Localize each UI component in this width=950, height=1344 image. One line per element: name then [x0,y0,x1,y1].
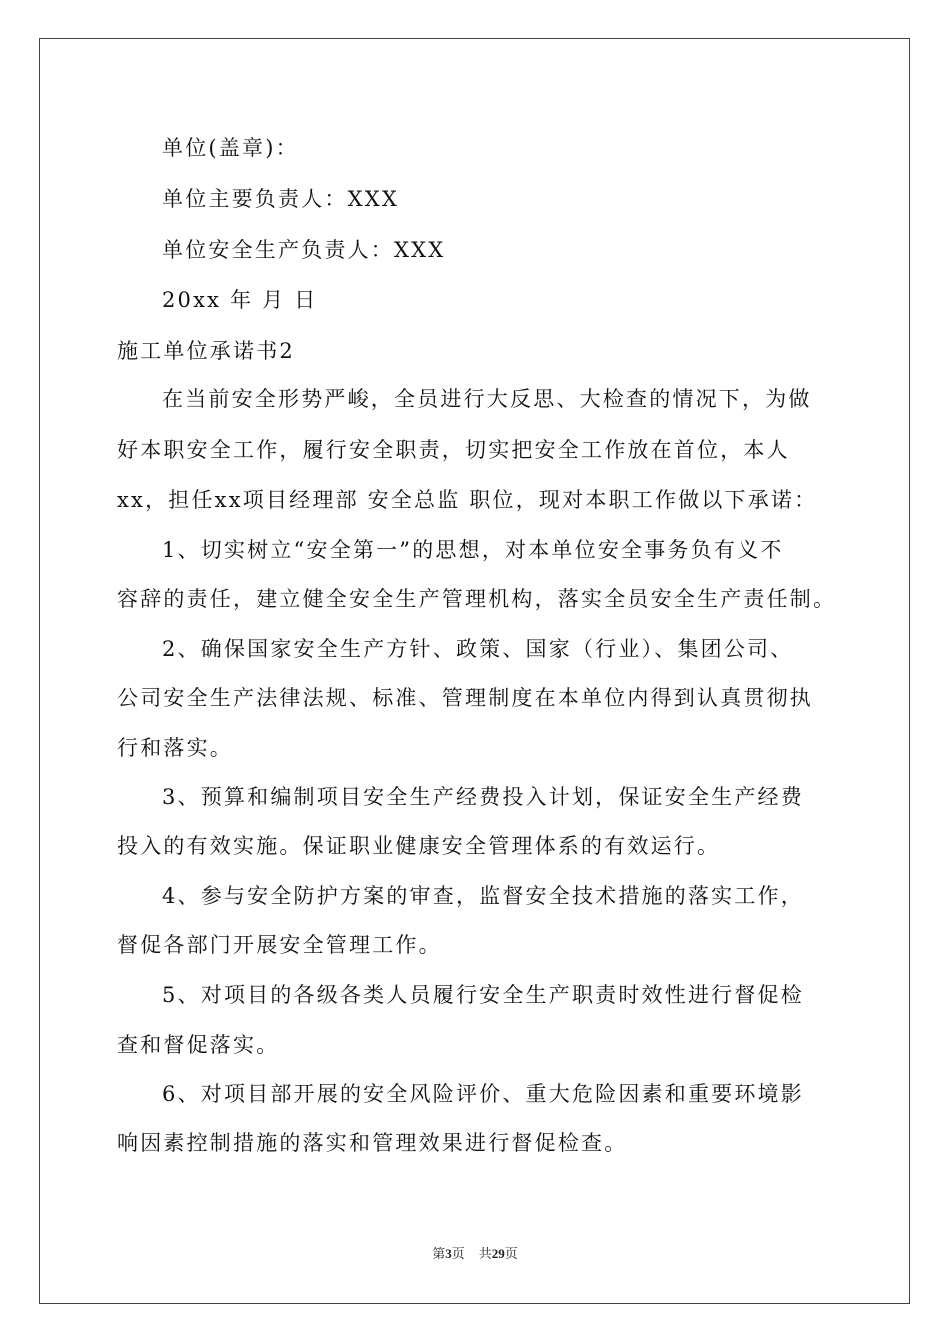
total-suffix: 页 [504,1246,518,1261]
item-2-line: 2、确保国家安全生产方针、政策、国家（行业）、集团公司、 [162,637,794,661]
intro-line: xx，担任xx项目经理部 安全总监 职位，现对本职工作做以下承诺： [117,488,818,512]
seal-line: 单位(盖章)： [162,136,299,160]
item-1-line: 容辞的责任，建立健全安全生产管理机构，落实全员安全生产责任制。 [117,587,837,611]
page-border [39,38,910,1304]
item-6-line: 6、对项目部开展的安全风险评价、重大危险因素和重要环境影 [162,1082,804,1106]
item-4-line: 督促各部门开展安全管理工作。 [117,933,442,957]
item-4-line: 4、参与安全防护方案的审查，监督安全技术措施的落实工作， [162,884,804,908]
section-title: 施工单位承诺书2 [117,339,295,363]
page-prefix: 第 [432,1246,446,1261]
safety-principal-line: 单位安全生产负责人：XXX [162,238,446,262]
item-2-line: 行和落实。 [117,736,233,760]
page-footer [0,1245,950,1263]
page-number: 3 [445,1246,452,1261]
total-prefix: 共 [478,1246,492,1261]
intro-line: 在当前安全形势严峻，全员进行大反思、大检查的情况下，为做 [162,387,812,411]
intro-line: 好本职安全工作，履行安全职责，切实把安全工作放在首位，本人 [117,438,790,462]
item-5-line: 查和督促落实。 [117,1033,280,1057]
total-pages: 29 [491,1246,505,1261]
item-1-line: 1、切实树立“安全第一”的思想，对本单位安全事务负有义不 [162,538,784,562]
item-3-line: 3、预算和编制项目安全生产经费投入计划，保证安全生产经费 [162,785,804,809]
item-2-line: 公司安全生产法律法规、标准、管理制度在本单位内得到认真贯彻执 [117,686,813,710]
item-5-line: 5、对项目的各级各类人员履行安全生产职责时效性进行督促检 [162,983,804,1007]
principal-line: 单位主要负责人：XXX [162,187,400,211]
page-suffix: 页 [451,1246,465,1261]
item-3-line: 投入的有效实施。保证职业健康安全管理体系的有效运行。 [117,834,721,858]
item-6-line: 响因素控制措施的落实和管理效果进行督促检查。 [117,1131,628,1155]
date-line: 20xx 年 月 日 [162,288,318,312]
